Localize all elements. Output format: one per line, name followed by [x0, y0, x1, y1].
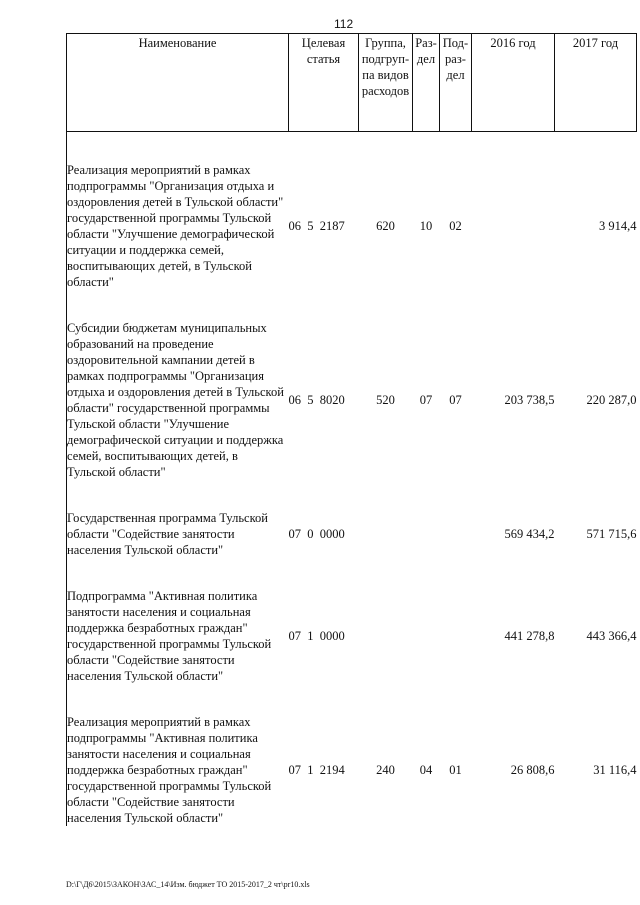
page-number: 112 — [334, 17, 354, 31]
row-name: Государственная программа Тульской области "Содействие занятости населения Тульской области" — [67, 510, 289, 558]
row-group — [359, 510, 413, 558]
budget-table — [66, 33, 637, 826]
header-subsection: Под-раз-дел — [440, 34, 472, 132]
spacer-row — [67, 684, 637, 714]
file-path-footer: D:\Г\Д6\2015\ЗАКОН\ЗАС_14\Изм. бюджет ТО 2015-2017_2 чт\pr10.xls — [66, 880, 310, 889]
table-row — [67, 714, 637, 826]
row-group: 240 — [376, 763, 395, 777]
row-section: 04 — [419, 763, 433, 777]
row-2017: 571 715,6 — [586, 527, 637, 541]
header-name: Наименование — [67, 34, 289, 132]
header-section: Раз-дел — [413, 34, 440, 132]
row-name: Подпрограмма "Активная политика занятости населения и социальная поддержка безработных граждан" государственной программы Тульской области "Содействие занятости населения Тульской области" — [67, 588, 289, 684]
table-header-row — [67, 34, 637, 132]
row-name: Реализация мероприятий в рамках подпрограммы "Организация отдыха и оздоровления детей в Тульской области" государственной программы Тульской области "Улучшение демографической ситуации и поддержка семей, воспитывающих детей, в Тульской области" — [67, 162, 289, 290]
row-name: Субсидии бюджетам муниципальных образований на проведение оздоровительной кампании детей в рамках подпрограммы "Организация отдыха и оздоровления детей в Тульской области" государственной программы Тульской области "Улучшение демографической ситуации и поддержка семей, воспитывающих детей, в Тульской области" — [67, 320, 289, 480]
row-group: 520 — [376, 393, 395, 407]
row-subsection: 02 — [449, 219, 462, 233]
row-section — [413, 510, 440, 558]
spacer-row — [67, 558, 637, 588]
row-target: 06 5 2187 — [288, 219, 345, 233]
row-subsection: 01 — [449, 763, 462, 777]
table-row — [67, 162, 637, 290]
row-target: 07 1 2194 — [288, 763, 345, 777]
row-group — [359, 588, 413, 684]
row-section: 07 — [419, 393, 433, 407]
header-year-2016: 2016 год — [472, 34, 555, 132]
table-row — [67, 320, 637, 480]
row-target: 06 5 8020 — [288, 393, 345, 407]
row-2016: 441 278,8 — [504, 629, 555, 643]
row-name: Реализация мероприятий в рамках подпрограммы "Активная политика занятости населения и социальная поддержка безработных граждан" государственной программы Тульской области "Содействие занятости населения Тульской области" — [67, 714, 289, 826]
table-row — [67, 588, 637, 684]
row-target: 07 1 0000 — [288, 629, 345, 643]
row-2016: 569 434,2 — [504, 527, 555, 541]
row-2017: 3 914,4 — [599, 219, 637, 233]
row-target: 07 0 0000 — [288, 527, 345, 541]
row-section — [413, 588, 440, 684]
row-section: 10 — [419, 219, 433, 233]
row-subsection: 07 — [449, 393, 462, 407]
row-2017: 220 287,0 — [586, 393, 637, 407]
row-2017: 443 366,4 — [586, 629, 637, 643]
row-subsection — [440, 510, 472, 558]
spacer-row — [67, 290, 637, 320]
row-2017: 31 116,4 — [593, 763, 637, 777]
spacer-row — [67, 132, 637, 163]
spacer-row — [67, 480, 637, 510]
row-2016: 203 738,5 — [504, 393, 555, 407]
row-subsection — [440, 588, 472, 684]
header-target: Целевая статья — [289, 34, 359, 132]
row-2016: 26 808,6 — [510, 763, 555, 777]
header-group: Группа, подгруп-па видов расходов — [359, 34, 413, 132]
row-2016 — [472, 162, 555, 290]
table-row — [67, 510, 637, 558]
header-year-2017: 2017 год — [555, 34, 637, 132]
row-group: 620 — [376, 219, 395, 233]
